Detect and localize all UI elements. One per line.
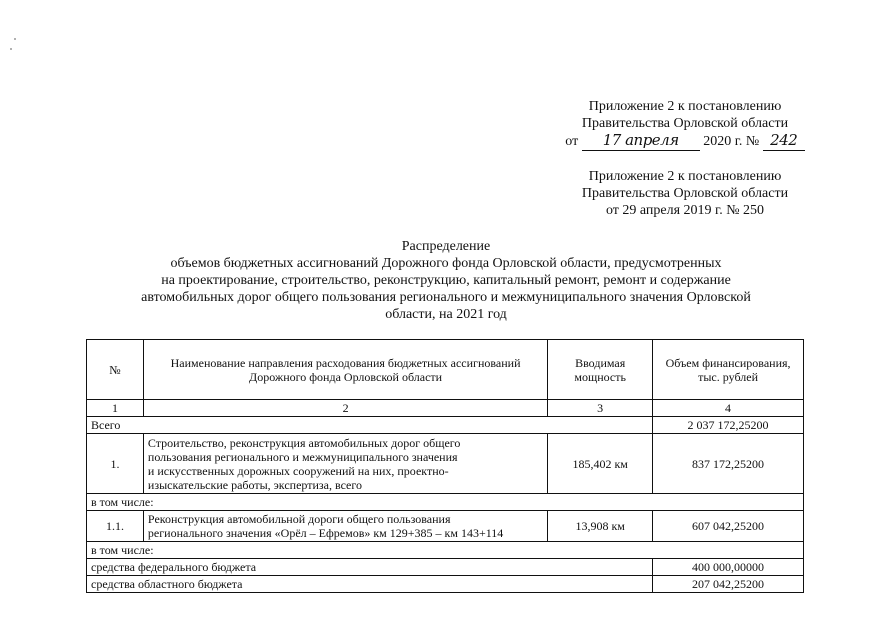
title-line4: автомобильных дорог общего пользования регионального и межмуниципального значения Орловской	[141, 290, 751, 305]
column-number-row	[87, 400, 804, 417]
handwritten-number-field	[763, 132, 805, 151]
year-number-label: 2020 г. №	[703, 134, 760, 149]
handwritten-date: 17 апреля	[602, 131, 679, 149]
row1-name-line3: и искусственных дорожных сооружений на них, проектно-	[147, 463, 449, 478]
header-row	[87, 340, 804, 400]
header-name-line2: Дорожного фонда Орловской области	[249, 369, 443, 384]
regional-row	[87, 576, 804, 593]
appendix-old-line1: Приложение 2 к постановлению	[588, 169, 782, 184]
scan-speck	[10, 48, 12, 50]
federal-row	[87, 559, 804, 576]
header-name	[143, 340, 547, 400]
appendix-old-line3: от 29 апреля 2019 г. № 250	[605, 203, 765, 218]
handwritten-number: 242	[770, 131, 798, 149]
appendix-new-line1: Приложение 2 к постановлению	[588, 99, 782, 114]
including-label: в том числе:	[87, 494, 804, 511]
row1-capacity: 185,402 км	[548, 434, 653, 494]
col-number: 3	[548, 400, 653, 417]
row1-name-line4: изыскательские работы, экспертиза, всего	[147, 477, 362, 492]
row1-value: 837 172,25200	[653, 434, 804, 494]
appendix-new-date-line	[520, 132, 850, 151]
allocation-table	[86, 339, 804, 593]
appendix-old-line2: Правительства Орловской области	[581, 186, 789, 201]
title-line2: объемов бюджетных ассигнований Дорожного фонда Орловской области, предусмотренных	[170, 256, 722, 271]
col-number: 2	[143, 400, 547, 417]
row1-num: 1.	[87, 434, 144, 494]
col-number: 1	[87, 400, 144, 417]
header-capacity-line1: Вводимая	[575, 355, 626, 370]
handwritten-date-field	[582, 132, 700, 151]
regional-value: 207 042,25200	[653, 576, 804, 593]
header-volume-line2: тыс. рублей	[698, 369, 758, 384]
including-row	[87, 494, 804, 511]
total-value: 2 037 172,25200	[653, 417, 804, 434]
row11-num: 1.1.	[87, 511, 144, 542]
appendix-old-block	[520, 168, 850, 219]
header-volume	[653, 340, 804, 400]
total-label: Всего	[87, 417, 653, 434]
row11-name-line1: Реконструкция автомобильной дороги общего пользования	[147, 512, 451, 526]
header-num: №	[87, 340, 144, 400]
row11-name	[143, 511, 547, 542]
total-row	[87, 417, 804, 434]
col-number: 4	[653, 400, 804, 417]
table-row	[87, 511, 804, 542]
document-title	[96, 238, 796, 323]
title-line3: на проектирование, строительство, реконструкцию, капитальный ремонт, ремонт и содержание	[161, 273, 731, 288]
row11-capacity: 13,908 км	[548, 511, 653, 542]
row1-name	[143, 434, 547, 494]
including-label: в том числе:	[87, 542, 804, 559]
scan-speck	[14, 38, 16, 40]
title-line5: области, на 2021 год	[385, 307, 507, 322]
including-row	[87, 542, 804, 559]
row1-name-line2: пользования регионального и межмуниципального значения	[147, 449, 458, 464]
header-capacity-line2: мощность	[574, 369, 626, 384]
row1-name-line1: Строительство, реконструкция автомобильных дорог общего	[147, 435, 461, 450]
header-volume-line1: Объем финансирования,	[665, 355, 791, 370]
regional-label: средства областного бюджета	[87, 576, 653, 593]
header-capacity	[548, 340, 653, 400]
table-row	[87, 434, 804, 494]
appendix-new-block	[520, 98, 850, 151]
header-name-line1: Наименование направления расходования бюджетных ассигнований	[170, 355, 521, 370]
appendix-new-line2: Правительства Орловской области	[581, 116, 789, 131]
federal-value: 400 000,00000	[653, 559, 804, 576]
title-line1: Распределение	[401, 239, 491, 254]
from-prefix: от	[565, 134, 579, 149]
row11-name-line2: регионального значения «Орёл – Ефремов» км 129+385 – км 143+114	[147, 526, 504, 540]
row11-value: 607 042,25200	[653, 511, 804, 542]
federal-label: средства федерального бюджета	[87, 559, 653, 576]
